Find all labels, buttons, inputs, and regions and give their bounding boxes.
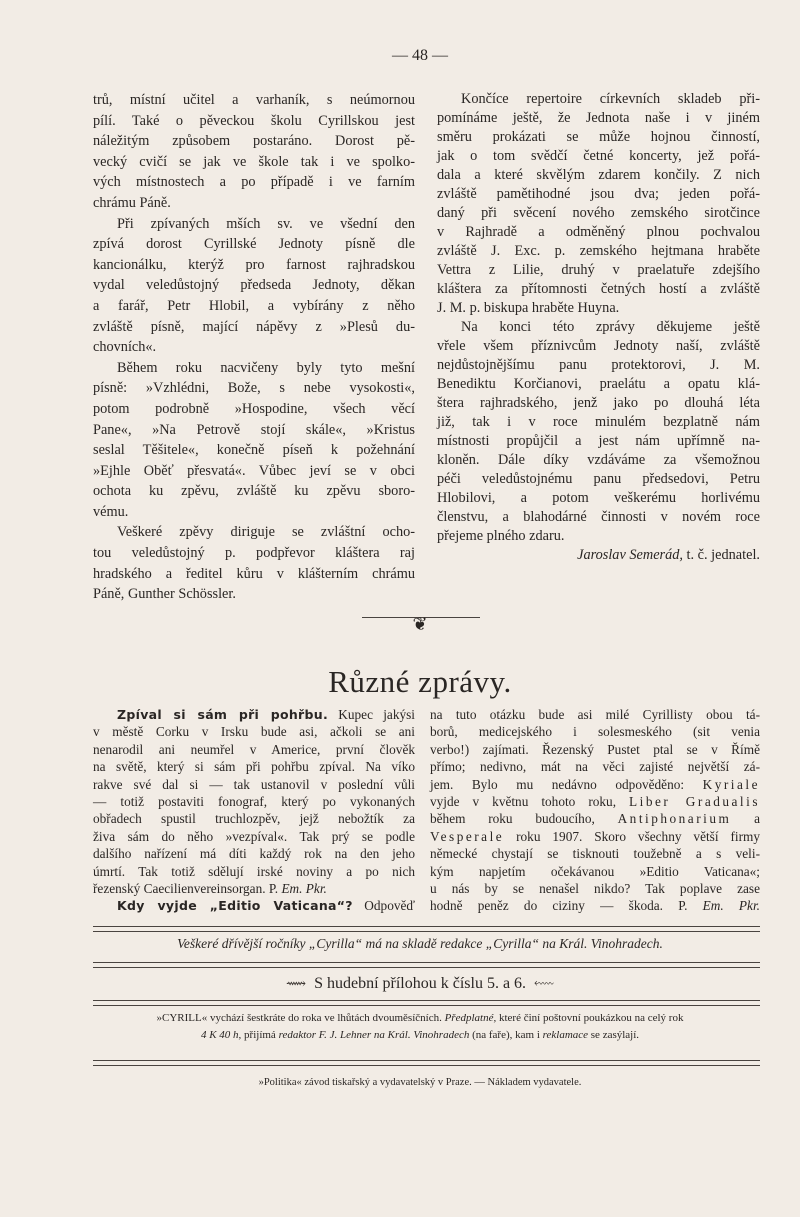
text-line: verbo!) zajímati. Řezenský Pustet ptal se v Římě bbox=[430, 741, 760, 757]
text-line bbox=[430, 897, 760, 914]
text-line: na světě, který si sám při pohřbu zpíval. Na víko bbox=[93, 759, 415, 775]
italic-text: reklamace bbox=[542, 1029, 589, 1041]
text-line: Pane«, »Na Petrově stojí skále«, »Kristus bbox=[93, 421, 415, 438]
text-line: místnosti propůjčil a jest nám upřímně na- bbox=[437, 433, 760, 449]
text-line: náležitým způsobem postaráno. Dorost pě- bbox=[93, 133, 415, 150]
text-line: borů, medicejského i solesmeského (sit venia bbox=[430, 724, 760, 740]
text-line: zvláště pamětihodné jsou dva; jeden pořá- bbox=[437, 186, 760, 202]
text-line: seslal Těšitele«, konečně píseň k požehnání bbox=[93, 442, 415, 459]
text-line: úmrtí. Tak totiž sdělují irské noviny a po nich bbox=[93, 863, 415, 879]
article-heading: Zpíval si sám při pohřbu. bbox=[117, 707, 329, 722]
text: řezenský Caecilienvereinsorgan. P. bbox=[93, 880, 282, 896]
text-line: pomínáme ještě, že Jednota naše i v jiném bbox=[437, 110, 760, 126]
text-line: vých místnostech a po případě i ve farním bbox=[93, 174, 415, 191]
text-line: štera rajhradského, jenž jako po dlouhá léta bbox=[437, 395, 760, 411]
text-line: rakve své dal si — tak ustanovil v poslední vůli bbox=[93, 776, 415, 792]
italic-text: Jaroslav Semerád, bbox=[577, 547, 683, 563]
text-line bbox=[430, 810, 760, 827]
text-line: nejdůstojnějšímu panu protektorovi, J. M. bbox=[437, 357, 760, 373]
printer-line: »Politika« závod tiskařský a vydavatelský v Praze. — Nákladem vydavatele. bbox=[258, 1077, 582, 1088]
text-line: v městě Corku v Irsku bude asi, ačkoli se ani bbox=[93, 724, 415, 740]
text-line: vecký cvičí se jak ve škole tak i ve spolko- bbox=[93, 153, 415, 170]
italic-text: redaktor F. J. Lehner na Král. Vinohradech bbox=[278, 1029, 470, 1041]
ornament-icon: ❦ bbox=[412, 614, 428, 634]
rule bbox=[93, 962, 760, 963]
text-line: zvláště J. Exc. p. zemského hejtmana hraběte bbox=[437, 243, 760, 259]
text-line: jak o tom svědčí četné koncerty, jež pořá- bbox=[437, 148, 760, 164]
text-line: vému. bbox=[93, 503, 129, 520]
subscription-info-line-1 bbox=[80, 1012, 760, 1024]
text: Odpověď bbox=[352, 898, 415, 914]
text-line bbox=[93, 897, 415, 914]
text-line: tou veledůstojný p. podpřevor kláštera raj bbox=[93, 545, 415, 562]
text-line bbox=[437, 546, 760, 565]
paragraph bbox=[93, 214, 415, 358]
text: během roku budoucího, bbox=[430, 811, 618, 827]
rule bbox=[93, 926, 760, 927]
text-line bbox=[93, 880, 415, 897]
text-line: chovních«. bbox=[93, 339, 157, 356]
text-line: u nás by se nenašel nikdo? Tak poplave zase bbox=[430, 880, 760, 896]
text-line: — totiž postaviti fonograf, který po vykonaných bbox=[93, 793, 415, 809]
swash-left-icon: ⟿ bbox=[285, 977, 307, 992]
text-line: vřele všem příznivcům Jednoty naší, zvláště bbox=[437, 338, 760, 354]
supplement-text: S hudební přílohou k číslu 5. a 6. bbox=[314, 975, 527, 992]
text-line: Končíce repertoire církevních skladeb při- bbox=[461, 91, 760, 107]
text-line: přejeme plného zdaru. bbox=[437, 528, 565, 544]
text-line: písně: »Vzhlédni, Bože, s nebe vysokosti«, bbox=[93, 380, 415, 397]
text-line bbox=[430, 776, 760, 793]
text-line: dalšího nařízení má díti každý rok na den jeho bbox=[93, 846, 415, 862]
text-line: Na konci této zprávy děkujeme ještě bbox=[461, 319, 760, 335]
italic-text: 4 K 40 h, bbox=[200, 1029, 242, 1041]
spaced-text: Vesperale bbox=[430, 828, 505, 844]
text-line: Veškeré zpěvy diriguje se zvláštní ocho- bbox=[117, 524, 415, 541]
text-line: nenarodil ani neumřel v Americe, první člověk bbox=[93, 741, 415, 757]
page-number: — 48 — bbox=[392, 47, 448, 64]
text-line: ochota ku zpěvu, zvláště ku zpěvu sboro- bbox=[93, 483, 415, 500]
text-line: kloněn. Dále díky vzdáváme za všemožnou bbox=[437, 452, 760, 468]
text-line: kancionálku, kterýž pro farnost rajhradskou bbox=[93, 256, 415, 273]
text-line: kláštera za přítomnosti četných hostí a zvláště bbox=[437, 281, 760, 297]
paragraph bbox=[93, 358, 415, 523]
text-line: již, tak i v roce minulém bezplatně nám bbox=[437, 414, 760, 430]
bottom-left-column bbox=[93, 706, 415, 915]
text-line: a farář, Petr Hlobil, a vybírány z něho bbox=[93, 297, 415, 314]
text: roku 1907. Skoro všechny větší firmy bbox=[504, 828, 760, 844]
text-line bbox=[430, 793, 760, 810]
spaced-text: Antiphonarium bbox=[617, 811, 732, 827]
text-line: trů, místní učitel a varhaník, s neúmornou bbox=[93, 92, 415, 108]
rule bbox=[93, 1005, 760, 1006]
paragraph bbox=[93, 522, 415, 604]
paragraph bbox=[93, 90, 415, 214]
text: vyjde v květnu tohoto roku, bbox=[430, 793, 630, 809]
section-title: Různé zprávy. bbox=[328, 664, 512, 699]
rule bbox=[93, 1000, 760, 1001]
archive-notice: Veškeré dřívější ročníky „Cyrilla“ má na skladě redakce „Cyrilla“ na Král. Vinohradech. bbox=[177, 936, 663, 951]
text-line: směru prokázati se může hojnou činností, bbox=[437, 129, 760, 145]
text: se zasýlají. bbox=[588, 1029, 640, 1041]
subscription-info-line-2 bbox=[80, 1029, 760, 1041]
text-line: přímo; nedivno, mát na věci zajisté největší zá- bbox=[430, 759, 760, 775]
text-line: zvláště písně, mající nápěvy z »Plesů du- bbox=[93, 318, 415, 335]
rule bbox=[93, 1060, 760, 1061]
supplement-notice bbox=[80, 975, 760, 993]
text-line: »Ejhle Oběť přesvatá«. Vůbec jeví se v obci bbox=[93, 462, 415, 479]
text-line: na tuto otázku bude asi milé Cyrillisty obou tá- bbox=[430, 707, 760, 722]
text-line: Během roku nacvičeny byly tyto mešní bbox=[117, 359, 415, 376]
text: přijímá bbox=[241, 1029, 279, 1041]
text-line: v Rajhradě a odměněný plnou pochvalou bbox=[437, 224, 760, 240]
text-line: kým napjetím očekávanou »Editio Vaticana«; bbox=[430, 863, 760, 879]
text-line: Páně, Gunther Schössler. bbox=[93, 586, 236, 603]
text-line: členstvu, a blahodárné činnosti v novém roce bbox=[437, 509, 760, 525]
paragraph bbox=[437, 90, 760, 318]
text-line: daný při svěcení nového zemského sirotčince bbox=[437, 205, 760, 221]
text: t. č. jednatel. bbox=[682, 547, 760, 563]
top-right-column bbox=[437, 90, 760, 565]
bottom-right-column bbox=[430, 706, 760, 915]
paragraph bbox=[93, 897, 415, 914]
text-line bbox=[430, 828, 760, 845]
text-line: chrámu Páně. bbox=[93, 194, 171, 211]
text-line: J. M. p. biskupa hraběte Huyna. bbox=[437, 300, 620, 316]
article-heading: Kdy vyjde „Editio Vaticana“? bbox=[117, 898, 353, 914]
text-line: Při zpívaných mších sv. ve všední den bbox=[117, 215, 415, 232]
text: a bbox=[731, 811, 760, 827]
text-line: hradského a ředitel kůru v klášterním chrámu bbox=[93, 565, 415, 582]
rule bbox=[93, 967, 760, 968]
text-line: obřadech spustil truchlozpěv, jejž nebožtík za bbox=[93, 811, 415, 827]
top-left-column bbox=[93, 90, 415, 605]
text: Kupec jakýsi bbox=[328, 707, 415, 722]
text: (na faře), kam i bbox=[469, 1029, 543, 1041]
swash-right-icon: ⬳ bbox=[534, 977, 554, 992]
italic-text: Em. Pkr. bbox=[702, 898, 760, 914]
text-line: německé chystají se tisknouti toužebně a s veli- bbox=[430, 846, 760, 862]
text-line: zpívá dorost Cyrillské Jednoty písně dle bbox=[93, 236, 415, 253]
paragraph bbox=[437, 318, 760, 546]
spaced-text: Kyriale bbox=[702, 776, 760, 792]
text-line: dala a které skvělým zdarem končily. Z nich bbox=[437, 167, 760, 183]
rule bbox=[93, 931, 760, 932]
text-line: Benediktu Korčianovi, praelátu a opatu klá- bbox=[437, 376, 760, 392]
text-line: Vettra z Lilie, druhý v praelatuře zdejšího bbox=[437, 262, 760, 278]
text-line: vydal veledůstojný předseda Jednoty, děkan bbox=[93, 277, 415, 294]
text-line: živa sám do něho »vezpíval«. Tak prý se podle bbox=[93, 828, 415, 844]
italic-text: Předplatné, bbox=[444, 1012, 497, 1024]
text-line bbox=[93, 706, 415, 723]
text: hodně peněz do ciziny — škoda. P. bbox=[430, 898, 703, 914]
text: jem. Bylo mu nedávno odpověděno: bbox=[430, 776, 703, 792]
text-line: Hlobilovi, a potom veškerému horlivému bbox=[437, 490, 760, 506]
paragraph bbox=[93, 706, 415, 897]
text-line: potom podrobně »Hospodine, všech věcí bbox=[93, 400, 415, 417]
paragraph bbox=[430, 706, 760, 915]
text: »CYRILL« vychází šestkráte do roka ve lhůtách dvouměsíčních. bbox=[156, 1012, 445, 1024]
italic-text: Em. Pkr. bbox=[281, 880, 327, 896]
paragraph bbox=[437, 546, 760, 565]
rule bbox=[93, 1065, 760, 1066]
text: které činí poštovní poukázkou na celý rok bbox=[496, 1012, 684, 1024]
text-line: pílí. Také o pěveckou školu Cyrillskou jest bbox=[93, 112, 415, 129]
text-line: péči veledůstojnému panu předsedovi, Petru bbox=[437, 471, 760, 487]
spaced-text: Liber Gradualis bbox=[629, 793, 760, 809]
